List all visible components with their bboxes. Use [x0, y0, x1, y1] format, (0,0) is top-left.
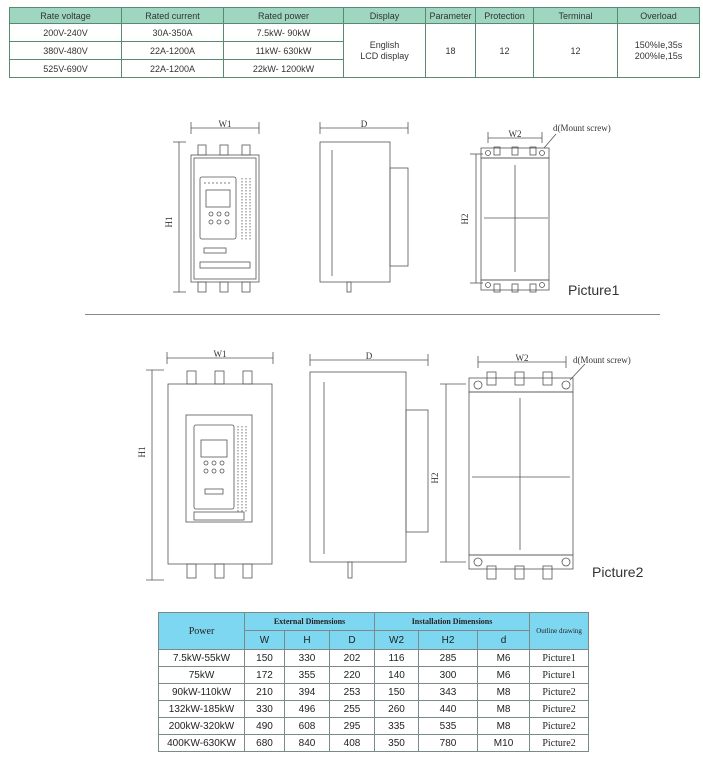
picture1-d-label: D — [360, 119, 368, 129]
dim-screw: M6 — [478, 667, 530, 684]
dim-w2: 335 — [375, 718, 419, 735]
dim-h: 394 — [285, 684, 330, 701]
dim-h2: 285 — [419, 650, 478, 667]
dim-power: 75kW — [159, 667, 245, 684]
dim-w: 330 — [245, 701, 285, 718]
picture2-back-view — [430, 353, 631, 579]
dim-h: 608 — [285, 718, 330, 735]
dim-w: 210 — [245, 684, 285, 701]
spec-display-line1: English — [369, 39, 400, 50]
dim-sub-header: H — [285, 631, 330, 650]
table-row — [159, 718, 589, 735]
spec-voltage: 525V-690V — [10, 60, 122, 78]
spec-header-cell: Rated power — [224, 8, 344, 24]
spec-header-cell: Terminal — [534, 8, 618, 24]
dim-screw: M8 — [478, 718, 530, 735]
spec-parameter: 18 — [426, 24, 476, 78]
dim-d: 408 — [330, 735, 375, 752]
picture1-back-view — [460, 123, 611, 292]
table-row — [159, 701, 589, 718]
dim-table-body — [159, 650, 589, 752]
spec-header-cell: Protection — [476, 8, 534, 24]
picture2-h1-label: H1 — [137, 446, 147, 458]
dim-outline: Picture1 — [530, 650, 589, 667]
dim-screw: M8 — [478, 701, 530, 718]
picture2-mount-label: d(Mount screw) — [573, 355, 631, 365]
spec-current: 30A-350A — [122, 24, 224, 42]
dim-power: 200kW-320kW — [159, 718, 245, 735]
dimension-table — [158, 612, 589, 752]
dim-w: 150 — [245, 650, 285, 667]
dim-d: 253 — [330, 684, 375, 701]
dim-w: 490 — [245, 718, 285, 735]
picture1-label: Picture1 — [568, 282, 620, 298]
dim-outline: Picture2 — [530, 718, 589, 735]
dim-screw: M8 — [478, 684, 530, 701]
picture2-d-label: D — [365, 351, 373, 361]
dim-screw: M6 — [478, 650, 530, 667]
spec-protection: 12 — [476, 24, 534, 78]
dim-w: 680 — [245, 735, 285, 752]
spec-overload-line2: 200%Ie,15s — [634, 50, 683, 61]
spec-current: 22A-1200A — [122, 42, 224, 60]
spec-current: 22A-1200A — [122, 60, 224, 78]
dim-sub-header: W — [245, 631, 285, 650]
dim-d: 295 — [330, 718, 375, 735]
dim-sub-header: W2 — [375, 631, 419, 650]
dim-w2: 116 — [375, 650, 419, 667]
dim-sub-header: d — [478, 631, 530, 650]
dim-power: 132kW-185kW — [159, 701, 245, 718]
dim-d: 255 — [330, 701, 375, 718]
picture1-h2-label: H2 — [460, 213, 470, 225]
picture1-h1-label: H1 — [164, 216, 174, 228]
table-row — [159, 684, 589, 701]
spec-terminal: 12 — [534, 24, 618, 78]
dim-h: 496 — [285, 701, 330, 718]
dim-w2: 140 — [375, 667, 419, 684]
picture1-w1-label: W1 — [218, 119, 232, 129]
dim-power: 7.5kW-55kW — [159, 650, 245, 667]
dim-outline: Picture1 — [530, 667, 589, 684]
dim-power: 400KW-630KW — [159, 735, 245, 752]
picture1-mount-label: d(Mount screw) — [553, 123, 611, 133]
spec-header-cell: Rated current — [122, 8, 224, 24]
spec-header-cell: Parameter — [426, 8, 476, 24]
dim-d: 202 — [330, 650, 375, 667]
spec-voltage: 200V-240V — [10, 24, 122, 42]
dim-h2: 343 — [419, 684, 478, 701]
dim-h: 355 — [285, 667, 330, 684]
dim-power: 90kW-110kW — [159, 684, 245, 701]
dim-w: 172 — [245, 667, 285, 684]
dim-outline: Picture2 — [530, 701, 589, 718]
dim-w2: 350 — [375, 735, 419, 752]
dim-h: 840 — [285, 735, 330, 752]
picture2-h2-label: H2 — [430, 472, 440, 484]
dim-power-header: Power — [159, 613, 245, 650]
dim-external-header: External Dimensions — [245, 613, 375, 631]
spec-header-cell: Rate voltage — [10, 8, 122, 24]
dim-group-header-row — [159, 613, 589, 631]
dim-h2: 535 — [419, 718, 478, 735]
picture2-front-view — [137, 349, 273, 580]
picture2-w2-label: W2 — [515, 353, 529, 363]
spec-power: 7.5kW- 90kW — [224, 24, 344, 42]
dim-sub-header: D — [330, 631, 375, 650]
spec-voltage: 380V-480V — [10, 42, 122, 60]
dim-h2: 780 — [419, 735, 478, 752]
spec-header-cell: Display — [344, 8, 426, 24]
spec-overload-line1: 150%Ie,35s — [634, 39, 683, 50]
picture1-front-view — [164, 119, 259, 292]
table-row — [159, 667, 589, 684]
section-divider — [85, 314, 660, 315]
dim-h2: 300 — [419, 667, 478, 684]
dim-outline-header: Outline drawing — [530, 613, 589, 650]
picture2-label: Picture2 — [592, 564, 644, 580]
table-row — [159, 735, 589, 752]
dim-d: 220 — [330, 667, 375, 684]
table-row — [159, 650, 589, 667]
spec-display-line2: LCD display — [360, 50, 409, 61]
dim-outline: Picture2 — [530, 684, 589, 701]
spec-power: 22kW- 1200kW — [224, 60, 344, 78]
picture1-w2-label: W2 — [508, 129, 522, 139]
dim-sub-header: H2 — [419, 631, 478, 650]
dim-w2: 150 — [375, 684, 419, 701]
dim-h2: 440 — [419, 701, 478, 718]
dim-outline: Picture2 — [530, 735, 589, 752]
dim-installation-header: Installation Dimensions — [375, 613, 530, 631]
dim-h: 330 — [285, 650, 330, 667]
spec-header-cell: Overload — [618, 8, 700, 24]
spec-power: 11kW- 630kW — [224, 42, 344, 60]
picture2-side-view — [310, 351, 428, 578]
picture1-side-view — [320, 119, 408, 292]
dim-screw: M10 — [478, 735, 530, 752]
dim-w2: 260 — [375, 701, 419, 718]
picture2-w1-label: W1 — [213, 349, 227, 359]
